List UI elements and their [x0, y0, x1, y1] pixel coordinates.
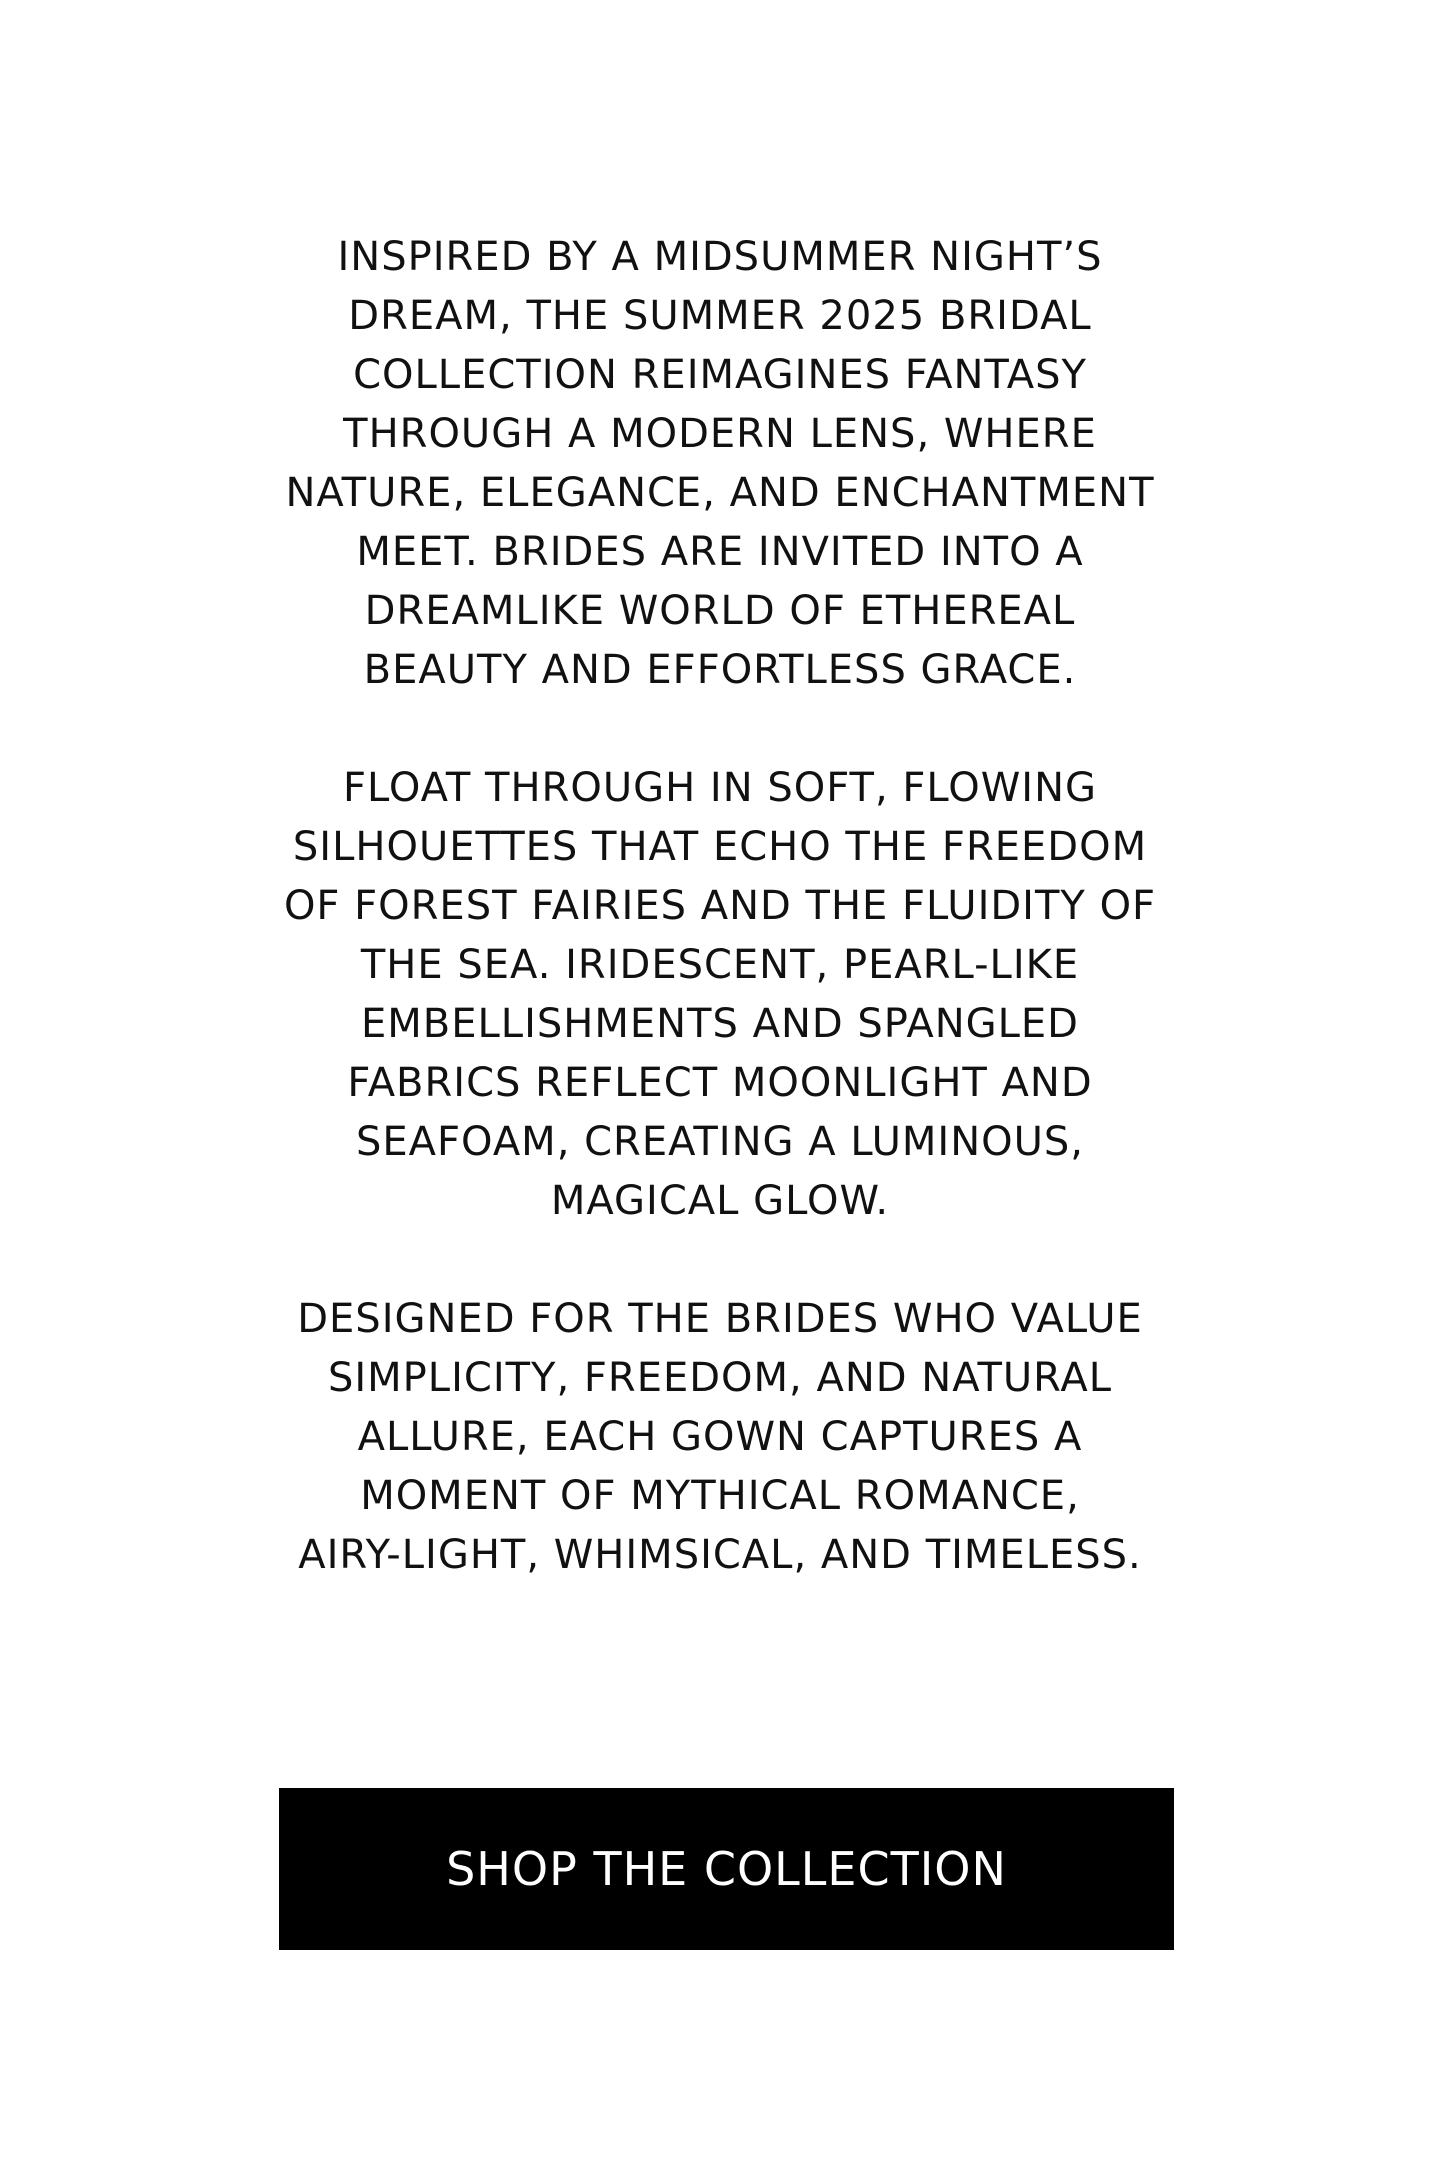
paragraph-line: COLLECTION REIMAGINES FANTASY — [353, 352, 1087, 398]
paragraph-line: EMBELLISHMENTS AND SPANGLED — [361, 1001, 1079, 1047]
description-paragraph-3 — [100, 1290, 1340, 1585]
paragraph-line: FABRICS REFLECT MOONLIGHT AND — [347, 1060, 1093, 1106]
description-copy — [100, 228, 1340, 1585]
paragraph-line: THROUGH A MODERN LENS, WHERE — [343, 411, 1097, 457]
paragraph-line: AIRY-LIGHT, WHIMSICAL, AND TIMELESS. — [298, 1532, 1142, 1578]
paragraph-line: SILHOUETTES THAT ECHO THE FREEDOM — [292, 824, 1148, 870]
paragraph-line: DREAMLIKE WORLD OF ETHEREAL — [364, 588, 1076, 634]
paragraph-line: MAGICAL GLOW. — [550, 1178, 890, 1224]
shop-the-collection-button[interactable]: SHOP THE COLLECTION — [279, 1788, 1174, 1950]
paragraph-line: THE SEA. IRIDESCENT, PEARL-LIKE — [360, 942, 1080, 988]
paragraph-line: DESIGNED FOR THE BRIDES WHO VALUE — [297, 1296, 1143, 1342]
paragraph-line: MEET. BRIDES ARE INVITED INTO A — [356, 529, 1084, 575]
paragraph-line: DREAM, THE SUMMER 2025 BRIDAL — [348, 293, 1092, 339]
paragraph-line: SEAFOAM, CREATING A LUMINOUS, — [356, 1119, 1084, 1165]
description-paragraph-2 — [100, 759, 1340, 1231]
paragraph-line: BEAUTY AND EFFORTLESS GRACE. — [363, 647, 1077, 693]
paragraph-line: OF FOREST FAIRIES AND THE FLUIDITY OF — [283, 883, 1157, 929]
description-paragraph-1 — [100, 228, 1340, 700]
paragraph-line: SIMPLICITY, FREEDOM, AND NATURAL — [327, 1355, 1112, 1401]
paragraph-line: MOMENT OF MYTHICAL ROMANCE, — [360, 1473, 1080, 1519]
paragraph-line: INSPIRED BY A MIDSUMMER NIGHT’S — [337, 234, 1103, 280]
paragraph-line: FLOAT THROUGH IN SOFT, FLOWING — [342, 765, 1097, 811]
paragraph-line: NATURE, ELEGANCE, AND ENCHANTMENT — [285, 470, 1155, 516]
paragraph-line: ALLURE, EACH GOWN CAPTURES A — [357, 1414, 1083, 1460]
